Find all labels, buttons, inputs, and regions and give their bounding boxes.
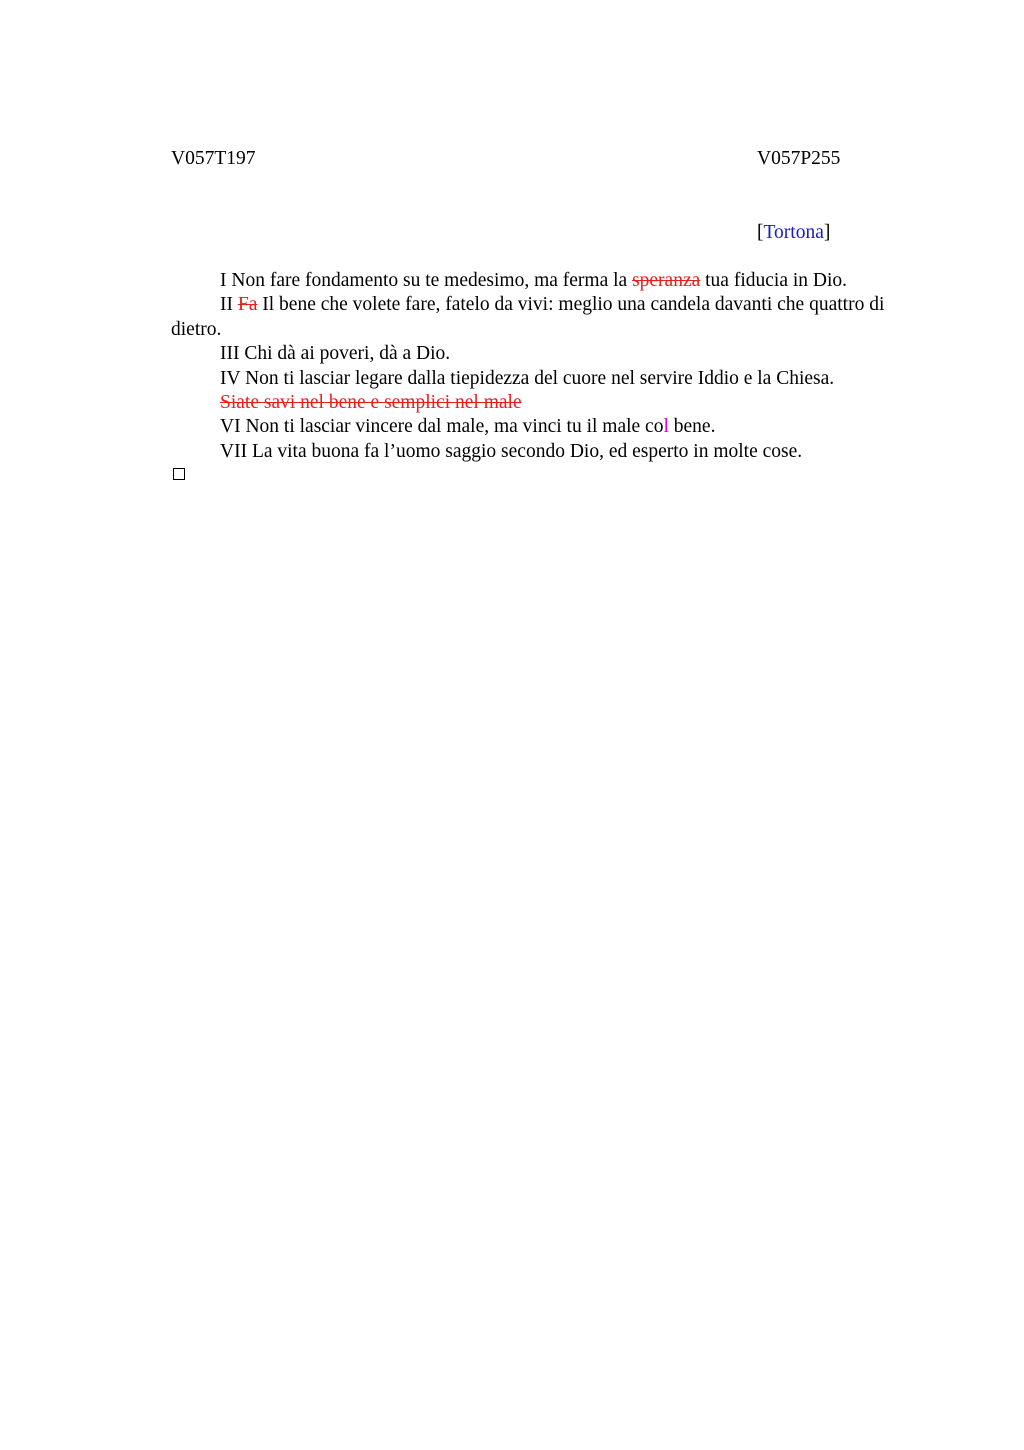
maxim-6-text-after: bene. [668, 416, 716, 438]
maxim-2 [171, 293, 906, 342]
maxim-6-insertion: l [663, 416, 669, 438]
document-code: V057T197 [171, 148, 256, 169]
close-bracket: ] [823, 222, 831, 243]
maxims-text [171, 269, 906, 464]
maxim-1-text-after: tua fiducia in Dio. [700, 270, 848, 291]
maxim-6 [171, 415, 906, 439]
maxim-6-text-before: VI Non ti lasciar vincere dal male, ma vinci tu il male co [220, 416, 664, 438]
maxim-2-text-after: Il bene che volete fare, fatelo da vivi: meglio una candela davanti che quattro di dietro. [171, 294, 885, 340]
open-bracket: [ [757, 222, 764, 243]
empty-square-icon [173, 468, 185, 480]
maxim-2-text-before: II [220, 294, 238, 316]
maxim-1 [171, 269, 906, 293]
maxim-1-text-before: I Non fare fondamento su te medesimo, ma ferma la [220, 270, 633, 291]
maxim-1-deletion: speranza [632, 270, 701, 291]
maxim-2-deletion: Fa [237, 294, 258, 316]
maxim-4: IV Non ti lasciar legare dalla tiepidezza del cuore nel servire Iddio e la Chiesa. [220, 367, 835, 389]
maxim-3: III Chi dà ai poveri, dà a Dio. [220, 343, 451, 365]
maxim-5-deletion: Siate savi nel bene e semplici nel male [220, 392, 522, 414]
maxim-5 [171, 391, 906, 415]
place-name: Tortona [763, 222, 824, 243]
page-code: V057P255 [757, 148, 841, 169]
maxim-7: VII La vita buona fa l’uomo saggio secondo Dio, ed esperto in molte cose. [220, 440, 803, 462]
place-heading [757, 221, 830, 245]
